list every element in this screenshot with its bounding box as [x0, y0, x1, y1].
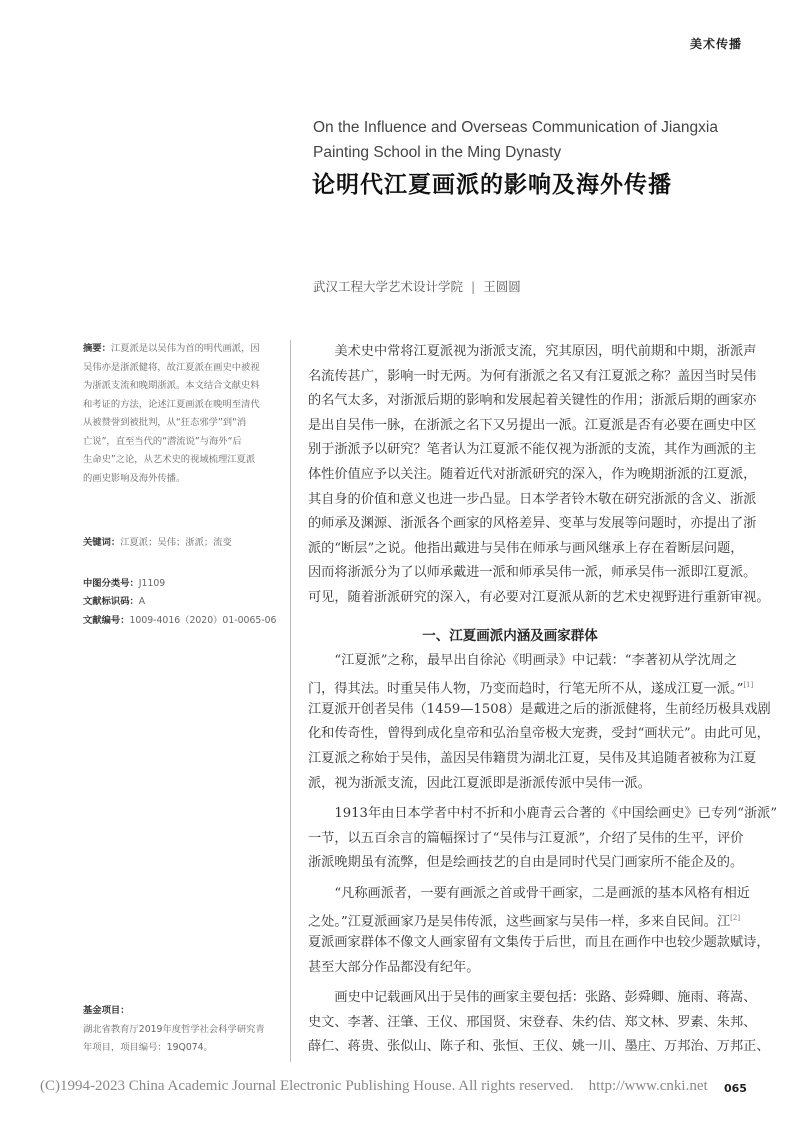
- fund-label: 基金项目：: [83, 1005, 130, 1016]
- abstract-line: [83, 396, 287, 415]
- line-text: 1913年由日本学者中村不折和小鹿青云合著的《中国绘画史》已专列“浙派”: [334, 806, 778, 822]
- article-no-value: 1009-4016（2020）01-0065-06: [129, 614, 277, 626]
- page-number: 065: [724, 1082, 747, 1095]
- line-text: 化和传奇性，曾得到成化皇帝和弘治皇帝极大宠赉，受封“画状元”。由此可见，: [308, 726, 770, 742]
- line-text: 体性价值应予以关注。随着近代对浙派研究的深入，作为晚期浙派的江夏派，: [308, 466, 757, 482]
- line-text: 其自身的价值和意义也进一步凸显。日本学者铃木敬在研究浙派的含义、浙派: [308, 491, 757, 507]
- text-line: [308, 772, 712, 797]
- text-line: [308, 906, 741, 931]
- text-line: [308, 561, 757, 586]
- abstract-text: 江夏派是以吴伟为首的明代画派，因: [110, 343, 260, 354]
- text-line: [308, 649, 738, 674]
- classification-info: [83, 575, 287, 631]
- clc-value: J1109: [138, 577, 166, 589]
- text-line: [308, 802, 778, 827]
- line-text: 一节，以五百余言的篇幅探讨了“吴伟与江夏派”，介绍了吴伟的生平，评价: [308, 830, 744, 846]
- chinese-title: 论明代江夏画派的影响及海外传播: [312, 171, 672, 198]
- text-line: [308, 512, 757, 537]
- line-text: 画史中记载画风出于吴伟的画家主要包括：张路、彭舜卿、施雨、蒋嵩、: [334, 990, 757, 1006]
- text-line: [308, 414, 757, 439]
- keywords-label: 关键词：: [83, 537, 121, 548]
- article-body: [308, 340, 778, 1066]
- text-line: [308, 698, 771, 723]
- fund-line: 年项目，项目编号：19Q074。: [83, 1042, 213, 1053]
- text-line: [308, 365, 757, 390]
- text-line: [308, 986, 757, 1011]
- line-text: 美术史中常将江夏派视为浙派支流，究其原因，明代前期和中期，浙派声: [334, 344, 757, 359]
- abstract-text: 和考证的方法，论述江夏画派在晚明至清代: [83, 398, 260, 410]
- line-text: 别于浙派予以研究？笔者认为江夏派不能仅视为浙派的支流，其作为画派的主: [308, 442, 757, 458]
- line-text: 史文、李著、汪肇、王仪、邢国贤、宋登春、朱约佶、郑文林、罗素、朱邦、: [308, 1014, 757, 1030]
- copyright-notice: (C)1994-2023 China Academic Journal Electronic Publishing House. All rights reserved. http://www.cnki.net: [40, 1078, 708, 1094]
- text-line: [308, 882, 750, 907]
- text-line: [308, 463, 757, 488]
- citation-ref: [2]: [730, 914, 741, 923]
- text-line: [308, 673, 754, 698]
- text-line: [308, 851, 744, 876]
- paragraph: [308, 649, 771, 797]
- line-text: 因而将浙派分为了以师承戴进一派和师承吴伟一派，师承吴伟一派即江夏派。: [308, 565, 757, 581]
- line-text: 派的“断层”之说。他指出戴进与吴伟在师承与画风继承上存在着断层问题，: [308, 540, 744, 556]
- line-text: 浙派晚期虽有流弊，但是绘画技艺的自由是同时代吴门画家所不能企及的。: [308, 855, 744, 871]
- column-divider: [290, 340, 291, 1062]
- affiliation: 武汉工程大学艺术设计学院: [313, 279, 464, 294]
- abstract-text: 生命史”之论，从艺术史的视域梳理江夏派: [83, 454, 256, 465]
- text-line: [308, 931, 770, 956]
- line-text: 派，视为浙派支流，因此江夏派即是浙派传派中吴伟一派。: [308, 775, 651, 791]
- text-line: [308, 389, 757, 414]
- paragraph: [308, 802, 778, 876]
- line-text: 门，得其法。时重吴伟人物，乃变而趋时，行笔无所不从，遂成江夏一派。”: [308, 681, 744, 697]
- text-line: [308, 438, 757, 463]
- author-separator: |: [471, 279, 476, 294]
- author-line: [313, 277, 521, 295]
- paragraph: [308, 986, 770, 1060]
- abstract-label: 摘要：: [83, 343, 111, 354]
- author-name: 王圆圆: [483, 279, 521, 294]
- english-title: On the Influence and Overseas Communication of Jiangxia Painting School in the Ming Dynasty: [313, 119, 718, 161]
- line-text: “江夏派”之称，最早出自徐沁《明画录》中记载：“李著初从学沈周之: [334, 652, 738, 668]
- line-text: “凡称画派者，一要有画派之首或骨干画家，二是画派的基本风格有相近: [334, 885, 750, 901]
- text-line: [308, 747, 757, 772]
- line-text: 名流传甚广，影响一时无两。为何有浙派之名又有江夏派之称？盖因当时吴伟: [308, 368, 757, 384]
- text-line: [308, 340, 757, 365]
- line-text: 的师承及渊源、浙派各个画家的风格差异、变革与发展等问题时，亦提出了浙: [308, 516, 757, 532]
- clc-label: 中图分类号：: [83, 577, 139, 589]
- abstract-text: 为浙派支流和晚期浙派。本文结合文献史料: [83, 380, 260, 391]
- line-text: 薛仁、蒋贵、张似山、陈子和、张恒、王仪、姚一川、墨庄、万邦治、万邦正、: [308, 1039, 770, 1055]
- text-line: [308, 537, 744, 562]
- abstract: [83, 340, 287, 488]
- abstract-text: 的画史影响及海外传播。: [83, 472, 186, 484]
- line-text: 甚至大部分作品都没有纪年。: [308, 959, 480, 975]
- text-line: [308, 956, 712, 981]
- paragraph-intro: [308, 340, 770, 611]
- line-text: 之处。”江夏派画家乃是吴伟传派，这些画家与吴伟一样，多来自民间。江: [308, 914, 731, 930]
- text-line: [308, 722, 770, 747]
- abstract-line: [83, 377, 287, 396]
- keywords: [83, 534, 287, 553]
- doc-code-value: A: [138, 596, 146, 607]
- text-line: [308, 827, 744, 852]
- fund-info: [83, 1002, 265, 1058]
- abstract-line: [83, 359, 287, 378]
- line-text: 夏派画家群体不像文人画家留有文集传于后世，而且在画作中也较少题款赋诗，: [308, 935, 770, 951]
- line-text: 江夏派开创者吴伟（1459—1508）是戴进之后的浙派健将，生前经历极具戏剧: [308, 701, 771, 717]
- article-no-label: 文献编号：: [83, 614, 130, 626]
- fund-line: 湖北省教育厅2019年度哲学社会科学研究青: [83, 1023, 265, 1035]
- abstract-text: 吴伟亦是浙派健将，故江夏派在画史中被视: [83, 361, 260, 373]
- text-line: [308, 586, 770, 611]
- line-text: 的名气太多，对浙派后期的影响和发展起着关键性的作用；浙派后期的画家亦: [308, 393, 757, 409]
- line-text: 是出自吴伟一脉，在浙派之名下又另提出一派。江夏派是否有必要在画史中区: [308, 417, 757, 433]
- article-metadata-sidebar: [83, 340, 287, 1053]
- doc-code-label: 文献标识码：: [83, 596, 139, 607]
- text-line: [308, 1011, 757, 1036]
- abstract-line: [83, 470, 287, 489]
- section-tag: 美术传播: [689, 37, 742, 51]
- abstract-line: [83, 451, 287, 470]
- paragraph: [308, 882, 770, 980]
- abstract-line: [83, 340, 287, 359]
- section-heading: 一、江夏画派内涵及画家群体: [422, 627, 598, 644]
- line-text: 江夏派之称始于吴伟，盖因吴伟籍贯为湖北江夏，吴伟及其追随者被称为江夏: [308, 750, 757, 766]
- text-line: [308, 488, 757, 513]
- abstract-line: [83, 414, 287, 433]
- abstract-text: 亡说”，直至当代的“潜流说”与海外“后: [83, 435, 242, 447]
- keywords-value: 江夏派；吴伟；浙派；流变: [120, 537, 232, 548]
- line-text: 可见，随着浙派研究的深入，有必要对江夏派从新的艺术史视野进行重新审视。: [308, 589, 770, 605]
- abstract-text: 从被赞誉到被批判，从“狂态邪学”到“消: [83, 417, 247, 428]
- text-line: [308, 1035, 770, 1060]
- abstract-line: [83, 433, 287, 452]
- citation-ref: [1]: [743, 681, 754, 690]
